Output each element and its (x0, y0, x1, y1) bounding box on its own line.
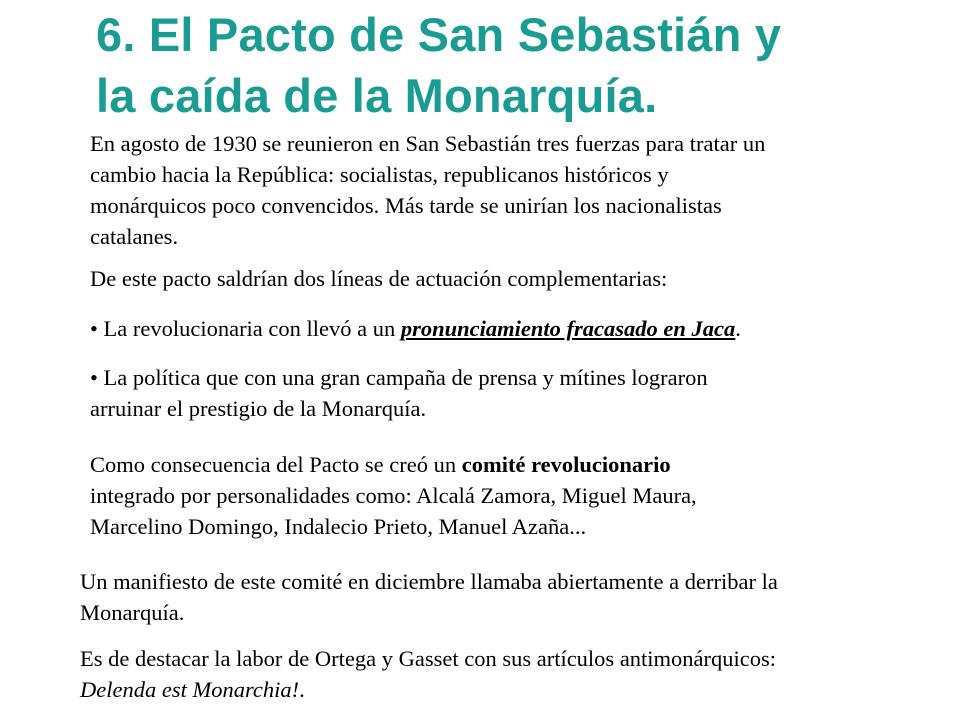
committee-line (90, 449, 697, 480)
slide-title (96, 4, 936, 126)
intro-line: En agosto de 1930 se reunieron en San Sebastián tres fuerzas para tratar un (90, 131, 766, 156)
ortega-quote: Delenda est Monarchia! (80, 677, 300, 702)
bullet-line: arruinar el prestigio de la Monarquía. (90, 396, 427, 421)
manifesto-line: Monarquía. (80, 600, 185, 625)
manifesto-paragraph (80, 566, 778, 628)
intro-paragraph (90, 128, 765, 252)
slide-title-line: 6. El Pacto de San Sebastián y (96, 8, 782, 61)
bullet-political (90, 362, 708, 424)
ortega-paragraph (80, 643, 776, 705)
intro-line: catalanes. (90, 224, 179, 249)
committee-keyword: comité revolucionario (461, 452, 671, 477)
committee-text: Como consecuencia del Pacto se creó un (90, 452, 462, 477)
intro-line: monárquicos poco convencidos. Más tarde se unirían los nacionalistas (90, 193, 722, 218)
intro-line: cambio hacia la República: socialistas, republicanos históricos y (90, 162, 669, 187)
ortega-line: Es de destacar la labor de Ortega y Gasset con sus artículos antimonárquicos: (80, 646, 777, 671)
ortega-suffix: . (299, 677, 305, 702)
bullet-suffix: . (735, 316, 741, 341)
bullet-text: • La revolucionaria con llevó a un (90, 316, 401, 341)
bullet-emphasis: pronunciamiento fracasado en Jaca (400, 316, 736, 341)
ortega-line (80, 674, 776, 705)
manifesto-line: Un manifiesto de este comité en diciembre llamaba abiertamente a derribar la (80, 569, 778, 594)
lines-intro-paragraph: De este pacto saldrían dos líneas de actuación complementarias: (90, 266, 668, 291)
bullet-line: • La política que con una gran campaña de prensa y mítines lograron (90, 365, 708, 390)
slide-title-line: la caída de la Monarquía. (96, 69, 658, 122)
committee-paragraph (90, 449, 697, 542)
committee-line: Marcelino Domingo, Indalecio Prieto, Manuel Azaña... (90, 514, 587, 539)
bullet-revolutionary (90, 313, 741, 344)
committee-line: integrado por personalidades como: Alcalá Zamora, Miguel Maura, (90, 483, 697, 508)
